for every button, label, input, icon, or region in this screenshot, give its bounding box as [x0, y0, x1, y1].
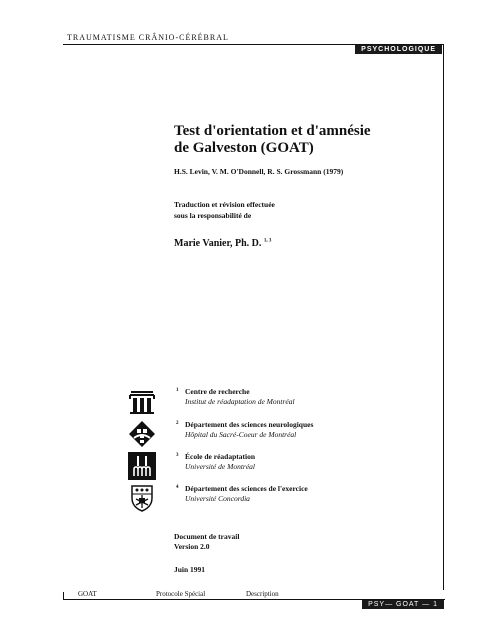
frame-bottom-tick	[63, 592, 64, 600]
translation-line-2: sous la responsabilité de	[174, 211, 252, 220]
institution-num: 2	[176, 421, 179, 426]
institution-4	[128, 484, 428, 514]
footer-col-description: Description	[246, 590, 279, 598]
institution-name: Département des sciences de l'exercice	[185, 484, 308, 493]
udem-logo-icon	[128, 452, 156, 480]
translation-line-1: Traduction et révision effectuée	[174, 200, 275, 209]
authors: H.S. Levin, V. M. O'Donnell, R. S. Grossmann (1979)	[174, 167, 344, 176]
document-title	[174, 123, 371, 157]
irm-logo-icon	[128, 387, 156, 415]
institution-num: 3	[176, 453, 179, 458]
footer-page-tag: PSY— GOAT — 1	[362, 600, 444, 609]
frame-right-rule	[443, 44, 444, 590]
institution-affiliation: Université Concordia	[185, 494, 250, 503]
document-version-number: Version 2.0	[174, 542, 210, 551]
sacre-coeur-logo-icon	[128, 420, 156, 448]
footer-col-goat: GOAT	[78, 590, 97, 598]
institution-num: 4	[176, 485, 179, 490]
title-line-1: Test d'orientation et d'amnésie	[174, 123, 371, 139]
institution-affiliation: Université de Montréal	[185, 462, 255, 471]
institution-name: Département des sciences neurologiques	[185, 420, 314, 429]
institution-affiliation: Hôpital du Sacré-Coeur de Montréal	[185, 430, 297, 439]
translator-name: Marie Vanier, Ph. D.	[174, 238, 262, 249]
document-date: Juin 1991	[174, 565, 206, 574]
concordia-crest-icon	[128, 484, 156, 512]
institution-3	[128, 452, 428, 482]
category-tag: PSYCHOLOGIQUE	[355, 45, 442, 54]
institution-name: Centre de recherche	[185, 387, 250, 396]
translator	[174, 238, 271, 249]
institution-name: École de réadaptation	[185, 452, 255, 461]
institution-affiliation: Institut de réadaptation de Montréal	[185, 397, 295, 406]
institution-2	[128, 420, 428, 450]
translation-note	[174, 199, 275, 221]
institution-num: 1	[176, 388, 179, 393]
translator-refs: 1, 3	[263, 238, 272, 244]
document-type: Document de travail	[174, 532, 240, 541]
institution-1	[128, 387, 428, 417]
footer-col-protocol: Protocole Spécial	[156, 590, 206, 598]
title-line-2: de Galveston (GOAT)	[174, 140, 314, 156]
section-header: TRAUMATISME CRÂNIO-CÉRÉBRAL	[67, 33, 229, 42]
document-version	[174, 532, 239, 552]
